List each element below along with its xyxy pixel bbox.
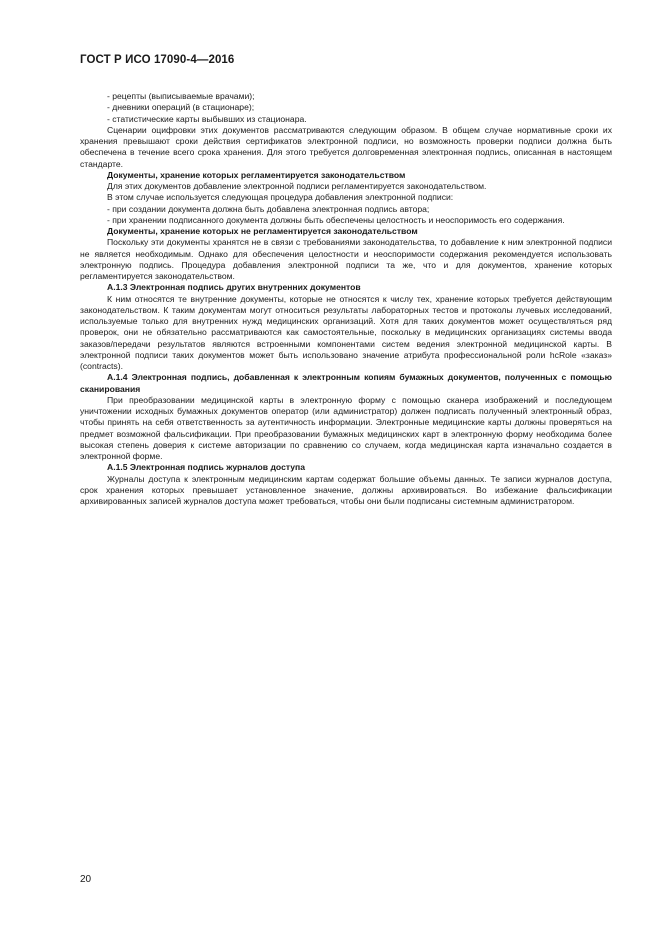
list-item: - при создании документа должна быть добавлена электронная подпись автора; <box>107 203 430 214</box>
paragraph: Поскольку эти документы хранятся не в связи с требованиями законодательства, то добавление к ним электронной подписи не является необходимым. Однако для обеспечения целостности и неоспоримости содержания рекомендуется использовать электронную подпись. Процедура добавления электронной подписи та же, что и для документов, хранение которых регламентируется законодательством. <box>80 237 612 281</box>
paragraph: Журналы доступа к электронным медицинским картам содержат большие объемы данных. Те записи журналов доступа, срок хранения которых превышает установленное значение, должны архивироваться. Во избежание фальсификации архивированных записей журналов доступа может требоваться, чтобы они были подписаны системным администратором. <box>80 473 612 506</box>
section-heading: А.1.5 Электронная подпись журналов доступа <box>107 462 306 473</box>
paragraph: При преобразовании медицинской карты в электронную форму с помощью сканера изображений и последующем уничтожении исходных бумажных документов оператор (или администратор) должен подписать полученный электронный образ, чтобы принять на себя ответственность за аутентичность информации. Электронные медицинские карты должны проверяться на предмет возможной фальсификации. При преобразовании бумажных медицинских карт в электронную форму необходима более высокая степень доверия к системе авторизации по сравнению со случаем, когда медицинская карта изначально создается в электронной форме. <box>80 394 612 461</box>
list-item: - при хранении подписанного документа должны быть обеспечены целостность и неоспоримость его содержания. <box>107 214 565 225</box>
section-heading: Документы, хранение которых не регламентируется законодательством <box>107 226 418 236</box>
document-body <box>80 91 612 507</box>
paragraph: Сценарии оцифровки этих документов рассматриваются следующим образом. В общем случае нормативные сроки их хранения превышают сроки действия сертификатов электронной подписи, но возможность проверки подписи должна быть обеспечена в течение всего срока хранения. Для этого требуется долговременная электронная подпись, описанная в настоящем стандарте. <box>80 124 612 169</box>
list-item: - дневники операций (в стационаре); <box>107 102 255 113</box>
section-heading: А.1.4 Электронная подпись, добавленная к электронным копиям бумажных документов, полученных с помощью сканирования <box>80 372 612 394</box>
document-header: ГОСТ Р ИСО 17090-4—2016 <box>80 54 235 66</box>
paragraph: В этом случае используется следующая процедура добавления электронной подписи: <box>107 192 454 203</box>
list-item: - статистические карты выбывших из стационара. <box>107 113 307 124</box>
paragraph: К ним относятся те внутренние документы, которые не относятся к числу тех, хранение которых требуется действующим законодательством. К таким документам могут относиться результаты лабораторных тестов и протоколы лучевых исследований, используемые только для внутренних нужд медицинских организаций. Хотя для таких документов может осуществляться ряд проверок, они не обязательно рассматриваются как самостоятельные, поскольку в медицинских организациях системы ввода заказов/передачи результатов являются встроенными компонентами систем ведения электронной медицинской карты. В электронной подписи таких документов может быть использовано значение атрибута профессиональной роли hcRole «заказ» (contracts). <box>80 293 612 371</box>
section-heading: А.1.3 Электронная подпись других внутренних документов <box>107 282 361 293</box>
section-heading: Документы, хранение которых регламентируется законодательством <box>107 169 406 180</box>
list-item: - рецепты (выписываемые врачами); <box>107 91 255 101</box>
page-number: 20 <box>80 874 92 885</box>
paragraph: Для этих документов добавление электронной подписи регламентируется законодательством. <box>107 181 487 191</box>
